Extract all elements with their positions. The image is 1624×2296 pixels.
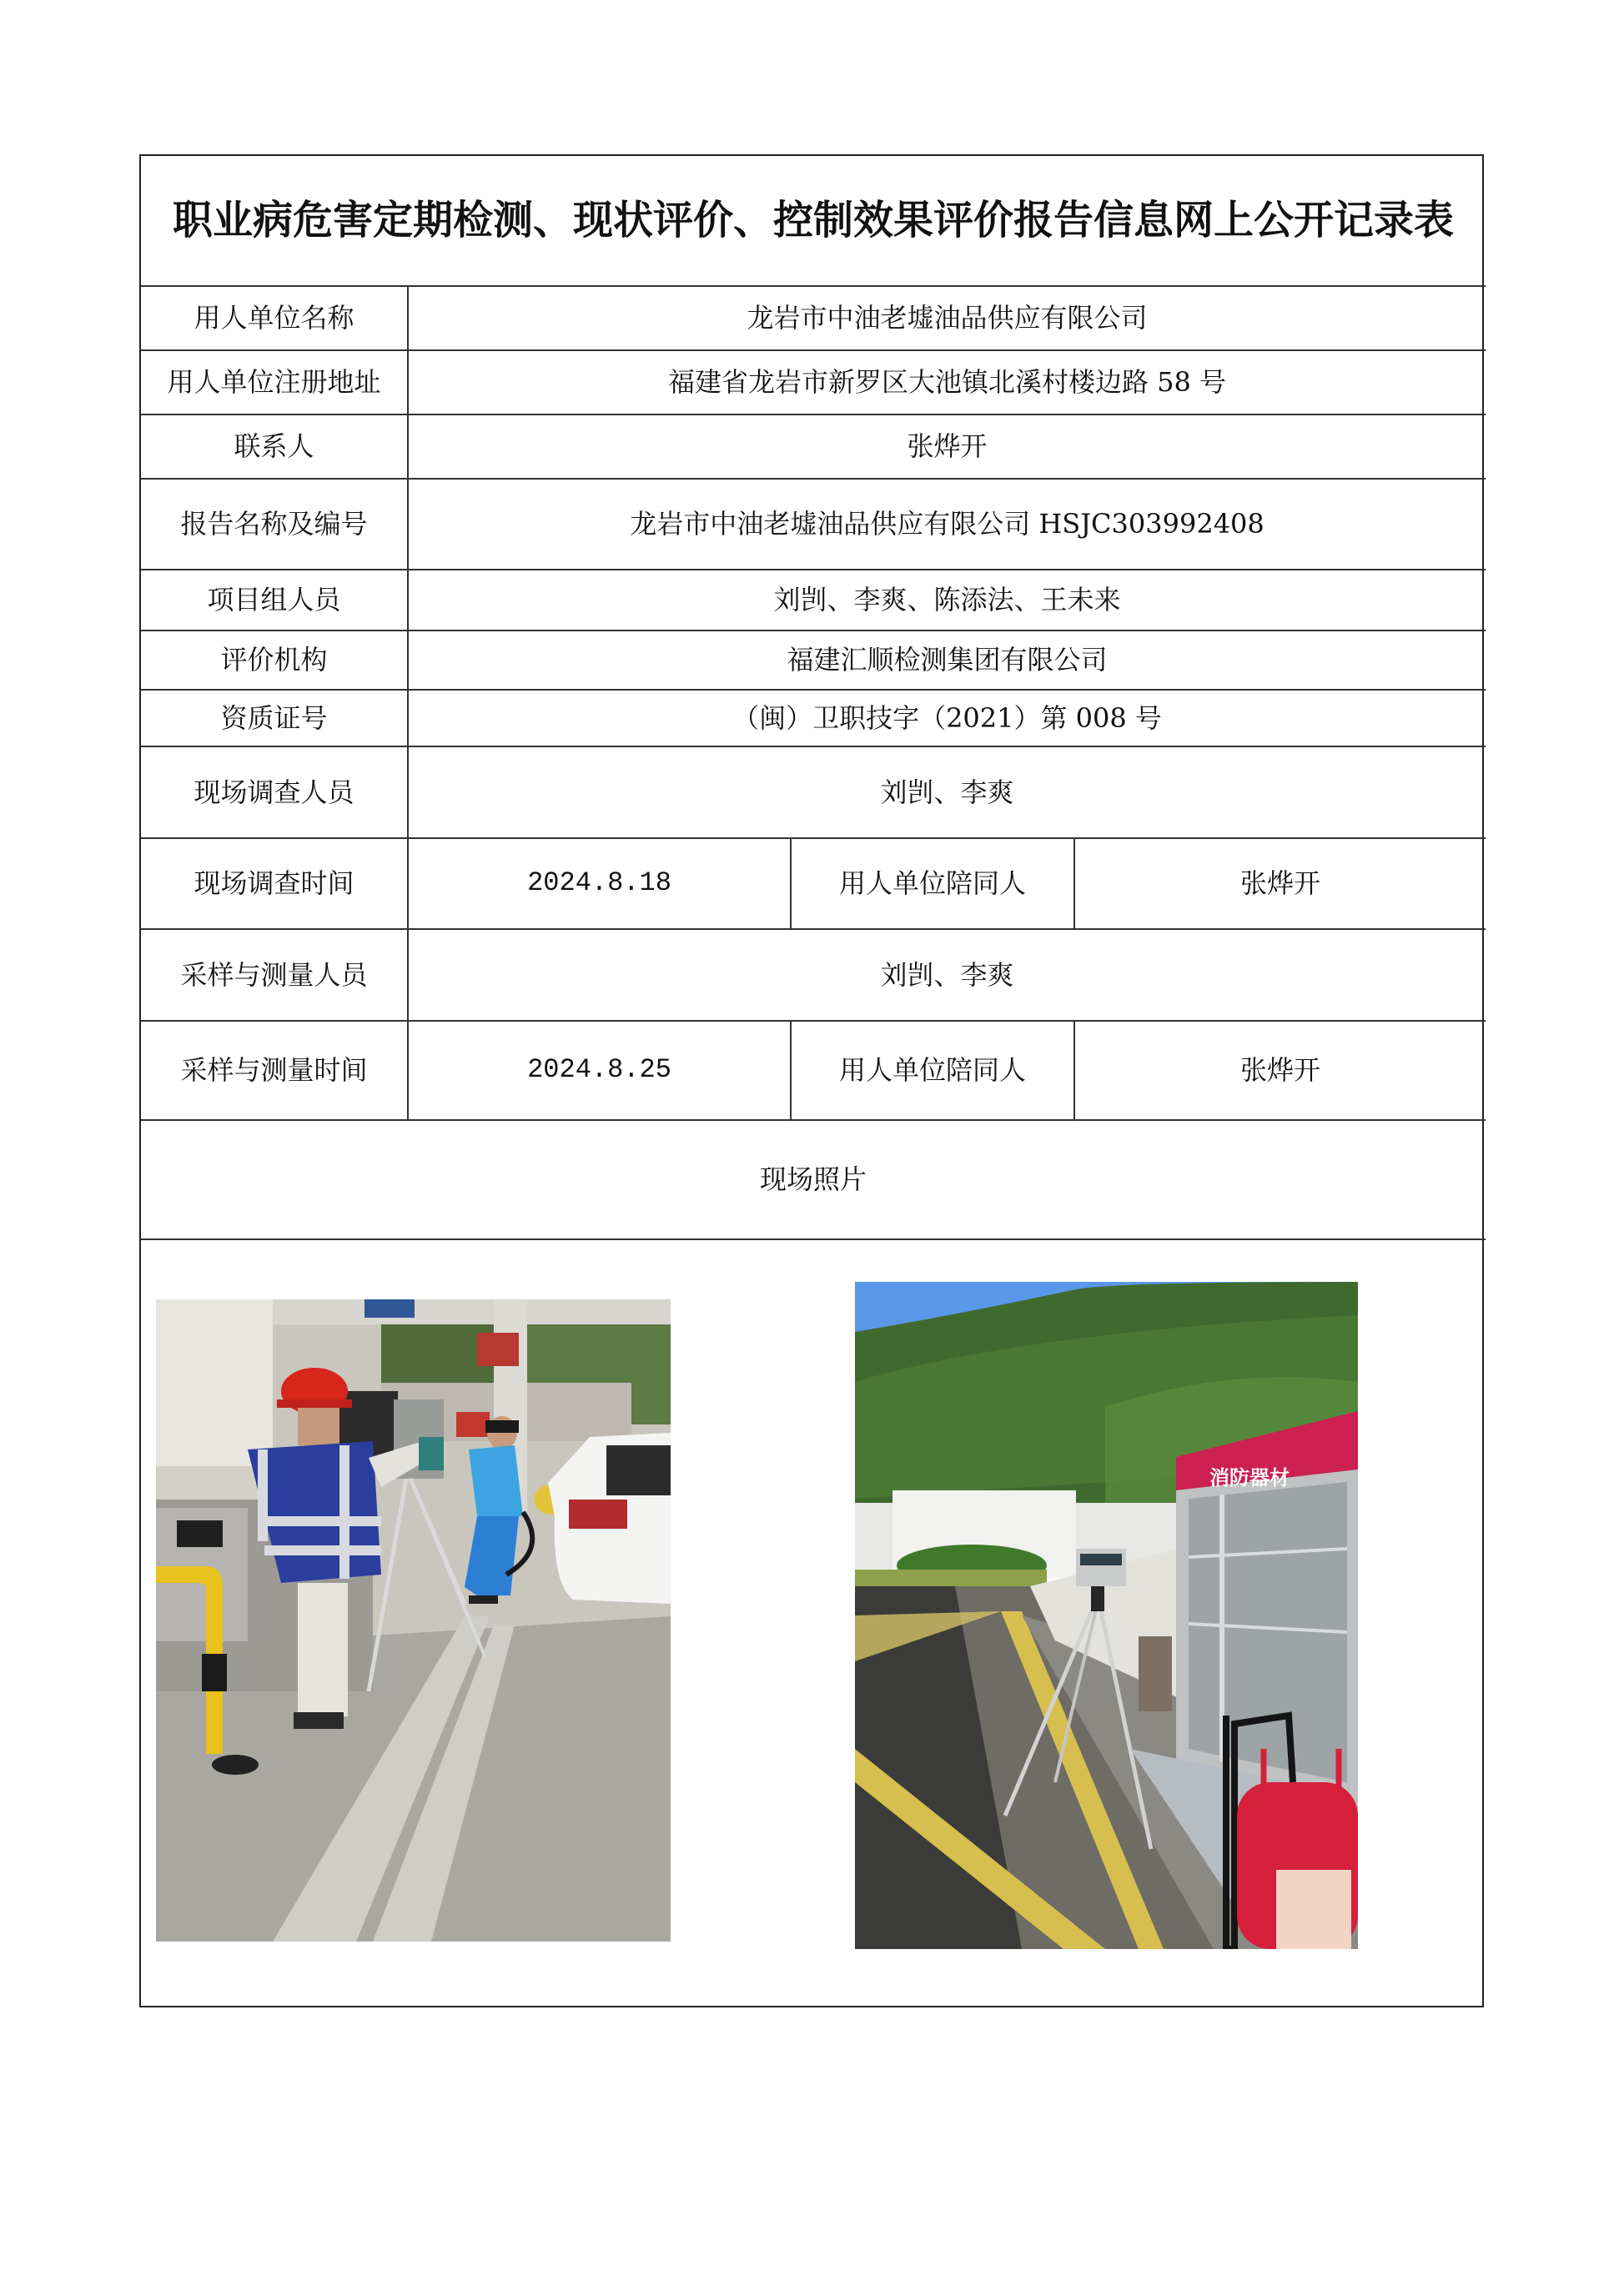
label-site-photos: 现场照片 [141, 1120, 1486, 1239]
label-project-team: 项目组人员 [141, 570, 408, 631]
row-report-name-number [141, 479, 1486, 570]
photos-cell [141, 1239, 1486, 2007]
record-sheet [139, 154, 1484, 2007]
label-site-survey-staff: 现场调查人员 [141, 746, 408, 838]
label-evaluation-agency: 评价机构 [141, 631, 408, 690]
value-site-survey-time: 2024.8.18 [408, 838, 791, 929]
value-employer-address: 福建省龙岩市新罗区大池镇北溪村楼边路 58 号 [408, 350, 1486, 414]
value-project-team: 刘剀、李爽、陈添法、王未来 [408, 570, 1486, 631]
row-project-team [141, 570, 1486, 631]
row-evaluation-agency [141, 631, 1486, 690]
label-contact: 联系人 [141, 414, 408, 479]
row-contact [141, 414, 1486, 479]
fire-equipment-sign: 消防器材 [1209, 1466, 1290, 1490]
row-sampling-time [141, 1021, 1486, 1120]
value-qualification-number: （闽）卫职技字（2021）第 008 号 [408, 690, 1486, 746]
row-site-survey-staff [141, 746, 1486, 838]
row-site-photos [141, 1239, 1486, 2007]
value-sampling-companion: 张烨开 [1074, 1021, 1486, 1120]
row-site-survey-time [141, 838, 1486, 929]
label-report-name-number: 报告名称及编号 [141, 479, 408, 570]
document-title: 职业病危害定期检测、现状评价、控制效果评价报告信息网上公开记录表 [141, 156, 1486, 286]
label-employer-address: 用人单位注册地址 [141, 350, 408, 414]
site-photo-forecourt [156, 1299, 671, 1942]
label-survey-companion: 用人单位陪同人 [791, 838, 1074, 929]
label-sampling-companion: 用人单位陪同人 [791, 1021, 1074, 1120]
value-survey-companion: 张烨开 [1074, 838, 1486, 929]
record-table [141, 156, 1486, 2007]
row-site-photos-header [141, 1120, 1486, 1239]
value-sampling-staff: 刘剀、李爽 [408, 929, 1486, 1021]
value-report-name-number: 龙岩市中油老墟油品供应有限公司 HSJC303992408 [408, 479, 1486, 570]
title-row [141, 156, 1486, 286]
row-sampling-staff [141, 929, 1486, 1021]
value-site-survey-staff: 刘剀、李爽 [408, 746, 1486, 838]
row-qualification-number [141, 690, 1486, 746]
value-evaluation-agency: 福建汇顺检测集团有限公司 [408, 631, 1486, 690]
value-contact: 张烨开 [408, 414, 1486, 479]
label-qualification-number: 资质证号 [141, 690, 408, 746]
row-employer-address [141, 350, 1486, 414]
label-employer-name: 用人单位名称 [141, 286, 408, 350]
photo-forecourt-image [156, 1299, 671, 1942]
label-site-survey-time: 现场调查时间 [141, 838, 408, 929]
label-sampling-time: 采样与测量时间 [141, 1021, 408, 1120]
value-sampling-time: 2024.8.25 [408, 1021, 791, 1120]
label-sampling-staff: 采样与测量人员 [141, 929, 408, 1021]
site-photo-fire-equipment [855, 1282, 1358, 1949]
row-employer-name [141, 286, 1486, 350]
value-employer-name: 龙岩市中油老墟油品供应有限公司 [408, 286, 1486, 350]
photo-fire-equipment-image [855, 1282, 1358, 1949]
